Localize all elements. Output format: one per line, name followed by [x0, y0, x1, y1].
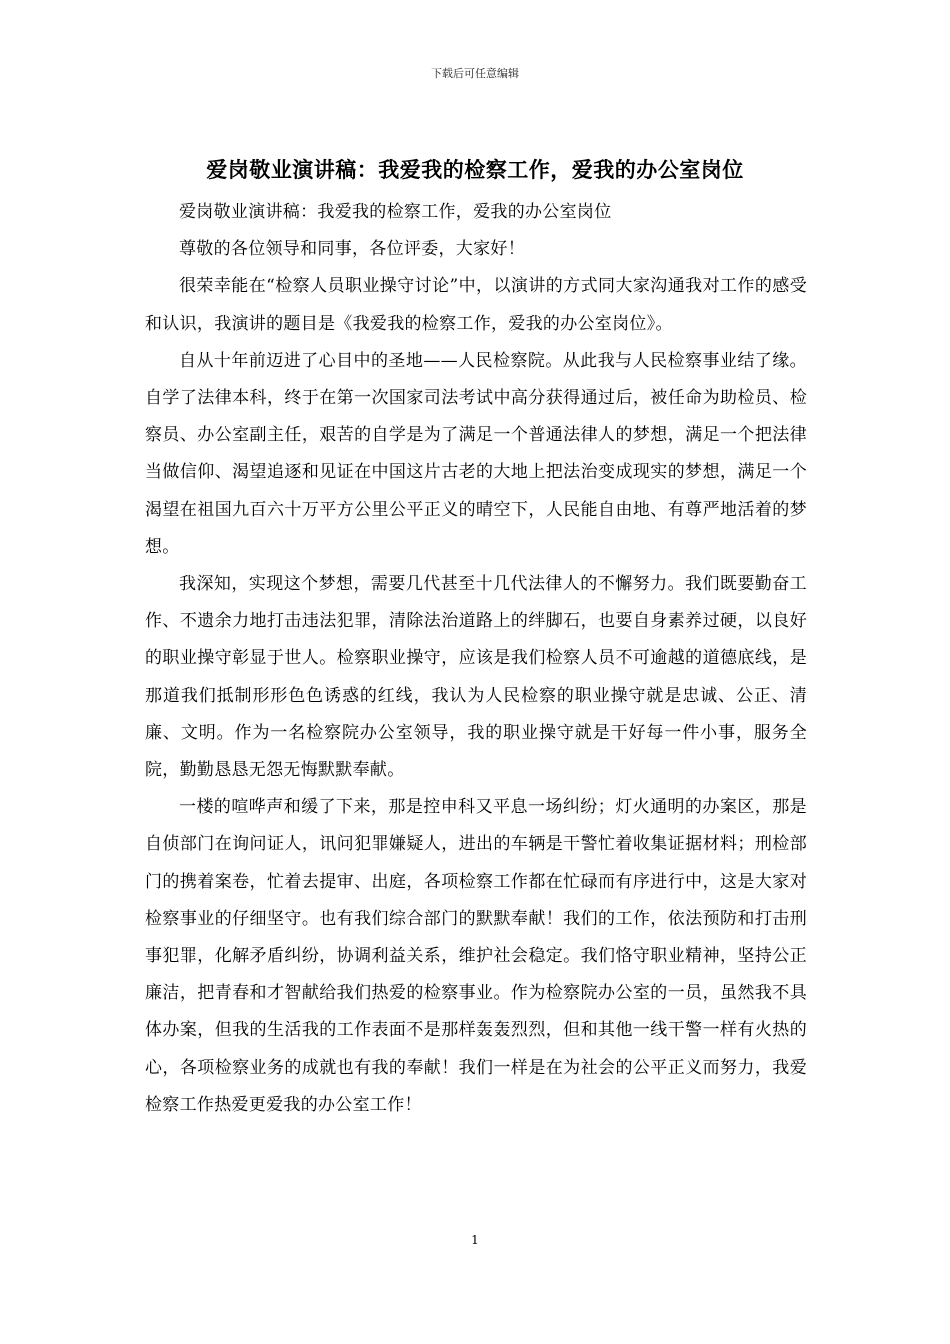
subtitle-paragraph: 爱岗敬业演讲稿：我爱我的检察工作，爱我的办公室岗位	[179, 202, 612, 222]
body-paragraph: 很荣幸能在“检察人员职业操守讨论”中，以演讲的方式同大家沟通我对工作的感受和认识，我演讲的题目是《我爱我的检察工作，爱我的办公室岗位》。	[145, 276, 807, 334]
body-paragraph: 一楼的喧哗声和缓了下来，那是控申科又平息一场纠纷；灯火通明的办案区，那是自侦部门在询问证人，讯问犯罪嫌疑人，进出的车辆是干警忙着收集证据材料；刑检部门的携着案卷，忙着去提审、出庭，各项检察工作都在忙碌而有序进行中，这是大家对检察事业的仔细坚守。也有我们综合部门的默默奉献！我们的工作，依法预防和打击刑事犯罪，化解矛盾纠纷，协调利益关系，维护社会稳定。我们恪守职业精神，坚持公正廉洁，把青春和才智献给我们热爱的检察事业。作为检察院办公室的一员，虽然我不具体办案，但我的生活我的工作表面不是那样轰轰烈烈，但和其他一线干警一样有火热的心，各项检察业务的成就也有我的奉献！我们一样是在为社会的公平正义而努力，我爱检察工作热爱更爱我的办公室工作！	[145, 797, 807, 1115]
page-number: 1	[471, 1233, 479, 1247]
body-paragraph: 自从十年前迈进了心目中的圣地——人民检察院。从此我与人民检察事业结了缘。自学了法律本科，终于在第一次国家司法考试中高分获得通过后，被任命为助检员、检察员、办公室副主任，艰苦的自学是为了满足一个普通法律人的梦想，满足一个把法律当做信仰、渴望追逐和见证在中国这片古老的大地上把法治变成现实的梦想，满足一个渴望在祖国九百六十万平方公里公平正义的晴空下，人民能自由地、有尊严地活着的梦想。	[145, 350, 807, 557]
document-body	[145, 194, 807, 1124]
greeting-paragraph: 尊敬的各位领导和同事，各位评委，大家好！	[179, 239, 525, 260]
page-header-note: 下载后可任意编辑	[431, 67, 519, 80]
document-title: 爱岗敬业演讲稿：我爱我的检察工作，爱我的办公室岗位	[206, 157, 744, 182]
body-paragraph: 我深知，实现这个梦想，需要几代甚至十几代法律人的不懈努力。我们既要勤奋工作、不遗余力地打击违法犯罪，清除法治道路上的绊脚石，也要自身素养过硬，以良好的职业操守彰显于世人。检察职业操守，应该是我们检察人员不可逾越的道德底线，是那道我们抵制形形色色诱惑的红线，我认为人民检察的职业操守就是忠诚、公正、清廉、文明。作为一名检察院办公室领导，我的职业操守就是干好每一件小事，服务全院，勤勤恳恳无怨无悔默默奉献。	[145, 574, 807, 781]
